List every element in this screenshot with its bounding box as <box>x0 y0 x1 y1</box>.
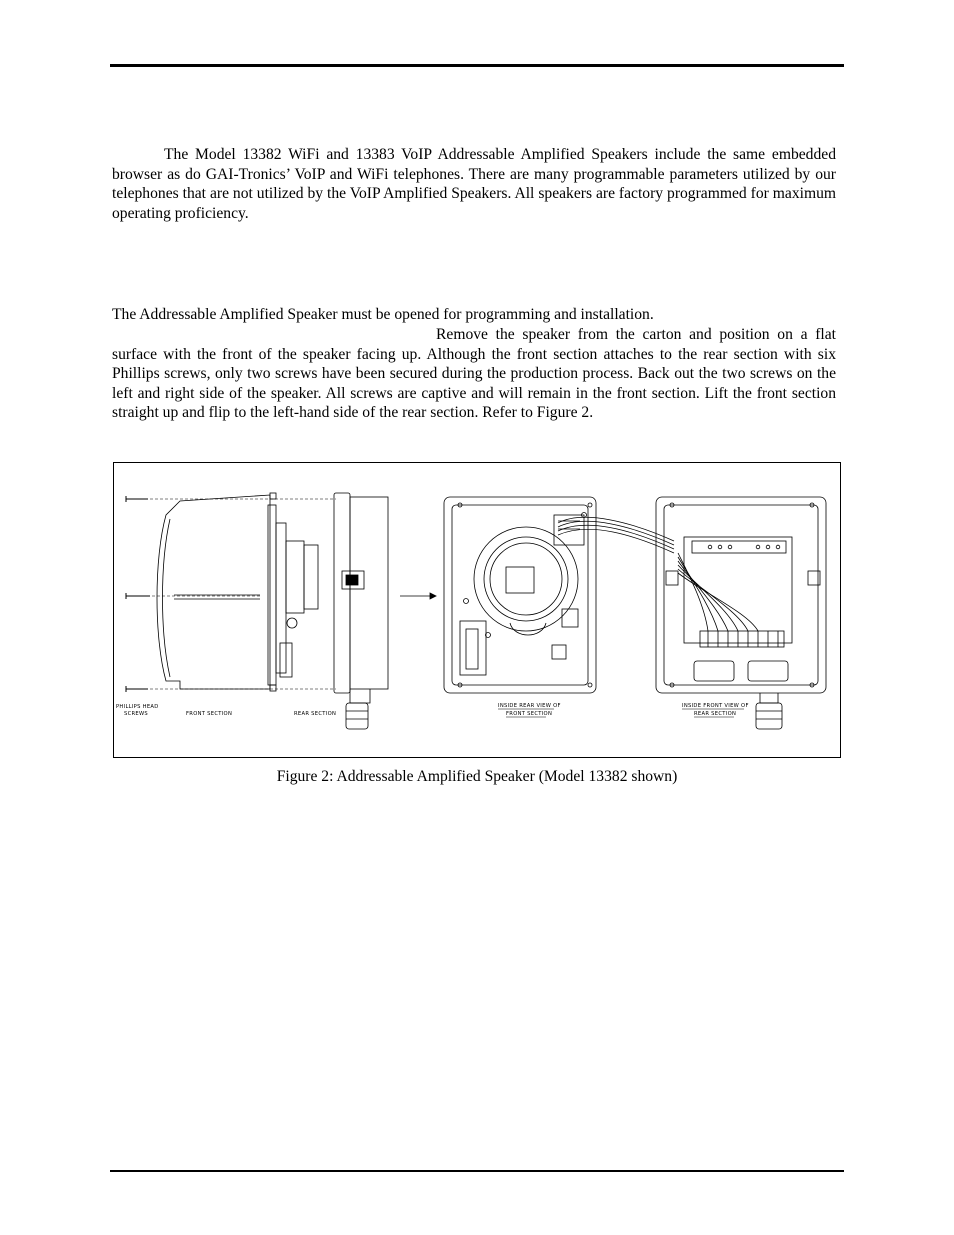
phillips-label-1: PHILLIPS HEAD <box>116 704 159 710</box>
inside-front-label-2: REAR SECTION <box>694 711 737 717</box>
phillips-screws <box>126 496 150 692</box>
inside-front-view-rear-section <box>656 497 826 729</box>
phillips-label-2: SCREWS <box>124 711 149 717</box>
ribbon-cable <box>558 517 674 553</box>
intro-paragraph: The Model 13382 WiFi and 13383 VoIP Addressable Amplified Speakers include the same embedded browser as do GAI-Tronics’ VoIP and WiFi telephones. There are many programmable parameters utilized by our telephones that are not utilized by the VoIP Amplified Speakers. All speakers are factory programmed for maximum operating proficiency. <box>112 146 836 222</box>
header-rule <box>110 64 844 67</box>
figure-2-frame <box>113 462 841 758</box>
front-section-label: FRONT SECTION <box>186 711 233 717</box>
rear-section-side-view <box>334 493 388 729</box>
inside-rear-label-1: INSIDE REAR VIEW OF <box>498 703 561 709</box>
rear-section-label: REAR SECTION <box>294 711 337 717</box>
alignment-lines <box>150 499 336 689</box>
inside-front-label-1: INSIDE FRONT VIEW OF <box>682 703 749 709</box>
figure-caption: Figure 2: Addressable Amplified Speaker (Model 13382 shown) <box>276 768 678 785</box>
inside-rear-label-2: FRONT SECTION <box>506 711 553 717</box>
figure-labels <box>116 703 749 717</box>
speaker-assembly-diagram <box>114 463 840 757</box>
footer-rule <box>110 1170 844 1172</box>
opening-paragraph-body: Remove the speaker from the carton and position on a flat surface with the front of the speaker facing up. Although the front section attaches to the rear section with six Phillips screws, only two screws have been secured during the production process. Back out the two screws on the left and right side of the speaker. All screws are captive and will remain in the front section. Lift the front section straight up and flip to the left-hand side of the rear section. Refer to Figure 2. <box>112 326 836 422</box>
arrow-icon <box>400 593 436 599</box>
opening-paragraph-first-line: The Addressable Amplified Speaker must be opened for programming and installation. <box>112 306 654 323</box>
front-section-side-view <box>157 493 318 691</box>
